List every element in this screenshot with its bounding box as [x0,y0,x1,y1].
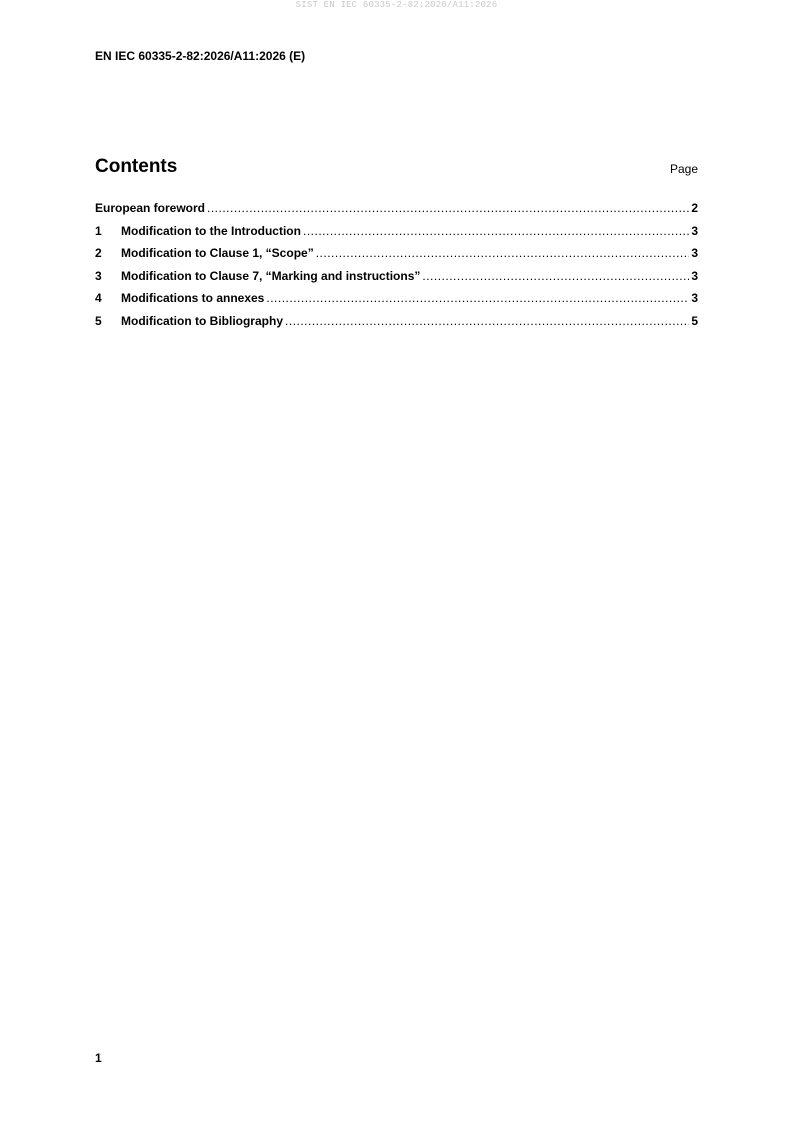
toc-dot-leader [316,246,690,260]
toc-entry-page: 3 [691,246,698,260]
document-identifier: EN IEC 60335-2-82:2026/A11:2026 (E) [95,49,306,63]
toc-entry-page: 3 [691,268,698,283]
toc-entry-number: 3 [95,268,102,283]
toc-entry-title: Modification to the Introduction [121,223,301,238]
toc-entry-title: Modification to Bibliography [121,313,283,328]
toc-entry-page: 3 [691,291,698,305]
page-column-label: Page [669,162,698,176]
toc-entry-2[interactable] [95,246,698,269]
toc-entry-number: 2 [95,246,102,260]
toc-dot-leader [422,269,689,283]
toc-dot-leader [285,314,689,328]
toc-entry-page: 3 [691,223,698,238]
toc-entry-1[interactable] [95,224,698,247]
toc-entry-number: 1 [95,223,102,238]
toc-entry-5[interactable] [95,314,698,337]
toc-entry-european-foreword[interactable] [95,201,698,224]
page-number: 1 [95,1051,102,1065]
toc-entry-title: Modification to Clause 7, “Marking and instructions” [121,268,421,283]
toc-entry-number: 4 [95,291,102,305]
contents-heading: Contents [95,156,178,177]
toc-dot-leader [266,291,689,305]
toc-entry-title: European foreword [95,201,206,215]
toc-entry-page: 2 [691,201,698,215]
watermark-text: SIST EN IEC 60335-2-82:2026/A11:2026 [295,0,498,10]
toc-entry-4[interactable] [95,291,698,314]
toc-dot-leader [207,201,689,215]
table-of-contents [95,201,698,336]
toc-entry-3[interactable] [95,269,698,292]
toc-entry-title: Modification to Clause 1, “Scope” [121,246,314,260]
toc-dot-leader [303,224,689,238]
toc-entry-number: 5 [95,313,102,328]
toc-entry-title: Modifications to annexes [121,291,265,305]
toc-entry-page: 5 [691,313,698,328]
